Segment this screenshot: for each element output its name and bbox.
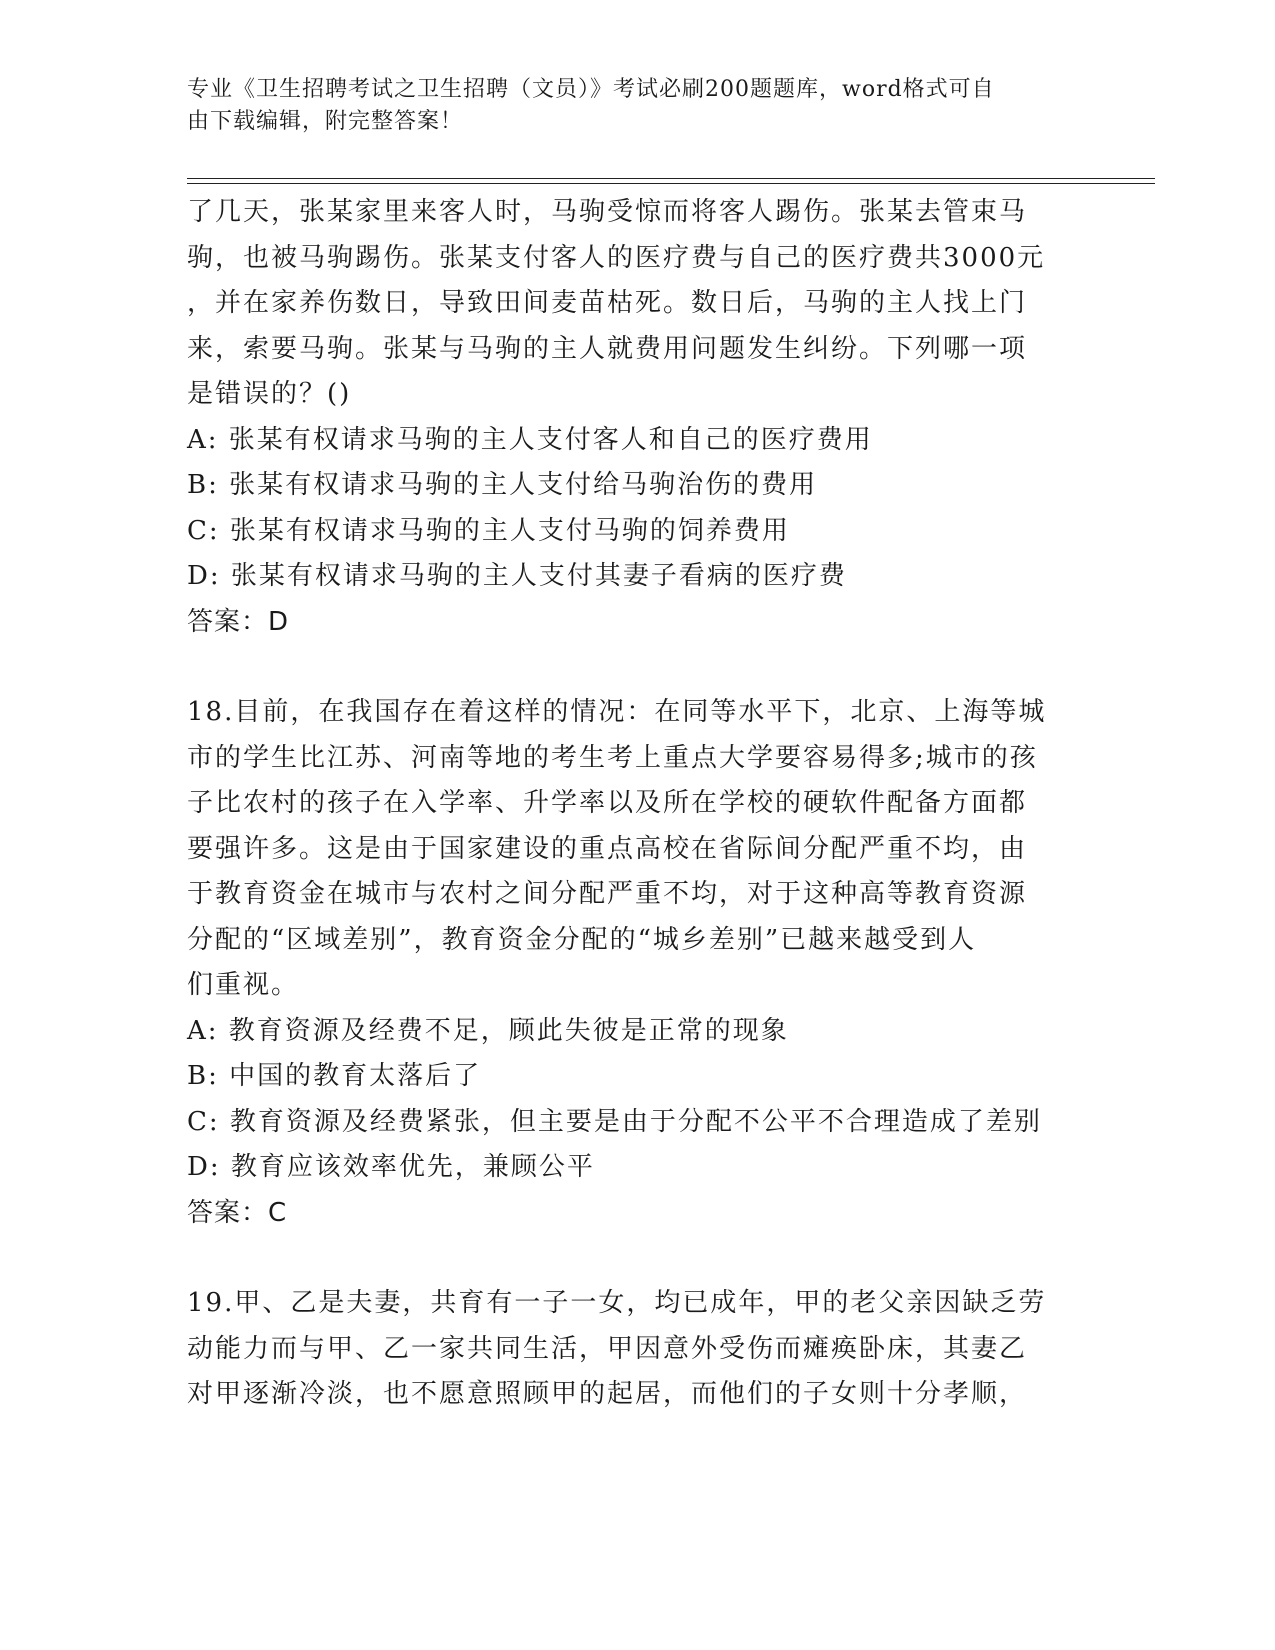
document-body xyxy=(187,190,1087,1418)
question-19-stem xyxy=(187,1281,1087,1418)
header-title-line-2: 由下载编辑，附完整答案！ xyxy=(187,109,464,134)
option-a: A: 张某有权请求马驹的主人支付客人和自己的医疗费用 xyxy=(187,424,873,455)
question-text-line: 19.甲、乙是夫妻，共育有一子一女，均已成年，甲的老父亲因缺乏劳 xyxy=(187,1288,1047,1318)
question-text-line: 来，索要马驹。张某与马驹的主人就费用问题发生纠纷。下列哪一项 xyxy=(187,333,1028,364)
answer-line: 答案：D xyxy=(187,606,290,637)
option-c: C: 张某有权请求马驹的主人支付马驹的饲养费用 xyxy=(187,515,790,546)
document-header xyxy=(187,74,1067,138)
question-text-line: 动能力而与甲、乙一家共同生活，甲因意外受伤而瘫痪卧床，其妻乙 xyxy=(187,1333,1028,1364)
question-text-line: 了几天，张某家里来客人时，马驹受惊而将客人踢伤。张某去管束马 xyxy=(187,197,1028,227)
option-d: D: 教育应该效率优先，兼顾公平 xyxy=(187,1152,595,1182)
question-text-line: 于教育资金在城市与农村之间分配严重不均，对于这种高等教育资源 xyxy=(187,879,1028,909)
question-text-line: ，并在家养伤数日，导致田间麦苗枯死。数日后，马驹的主人找上门 xyxy=(187,288,1028,318)
question-text-line: 市的学生比江苏、河南等地的考生考上重点大学要容易得多;城市的孩 xyxy=(187,742,1038,773)
option-b: B: 中国的教育太落后了 xyxy=(187,1061,482,1091)
question-text-line: 们重视。 xyxy=(187,970,300,1000)
header-divider-bottom xyxy=(187,183,1155,184)
question-text-line: 分配的“区域差别”，教育资金分配的“城乡差别”已越来越受到人 xyxy=(187,924,977,955)
question-18-stem xyxy=(187,690,1087,1009)
question-spacer xyxy=(187,645,1087,690)
question-text-line: 驹，也被马驹踢伤。张某支付客人的医疗费与自己的医疗费共3000元 xyxy=(187,242,1046,273)
question-text-line: 是错误的？() xyxy=(187,379,352,409)
question-text-line: 18.目前，在我国存在着这样的情况：在同等水平下，北京、上海等城 xyxy=(187,697,1047,727)
question-17 xyxy=(187,190,1087,645)
option-b: B: 张某有权请求马驹的主人支付给马驹治伤的费用 xyxy=(187,470,818,500)
question-text-line: 对甲逐渐冷淡，也不愿意照顾甲的起居，而他们的子女则十分孝顺， xyxy=(187,1379,1028,1409)
header-title-line-1: 专业《卫生招聘考试之卫生招聘（文员）》考试必刷200题题库，word格式可自 xyxy=(187,77,995,102)
question-19 xyxy=(187,1281,1087,1418)
header-divider-top xyxy=(187,178,1155,179)
question-spacer xyxy=(187,1236,1087,1281)
option-d: D: 张某有权请求马驹的主人支付其妻子看病的医疗费 xyxy=(187,561,847,591)
question-18 xyxy=(187,690,1087,1236)
question-17-stem xyxy=(187,190,1087,418)
answer-line: 答案：C xyxy=(187,1197,288,1228)
option-a: A: 教育资源及经费不足，顾此失彼是正常的现象 xyxy=(187,1015,789,1046)
option-c: C: 教育资源及经费紧张，但主要是由于分配不公平不合理造成了差别 xyxy=(187,1106,1042,1137)
question-text-line: 要强许多。这是由于国家建设的重点高校在省际间分配严重不均，由 xyxy=(187,833,1028,864)
question-text-line: 子比农村的孩子在入学率、升学率以及所在学校的硬软件配备方面都 xyxy=(187,788,1028,818)
